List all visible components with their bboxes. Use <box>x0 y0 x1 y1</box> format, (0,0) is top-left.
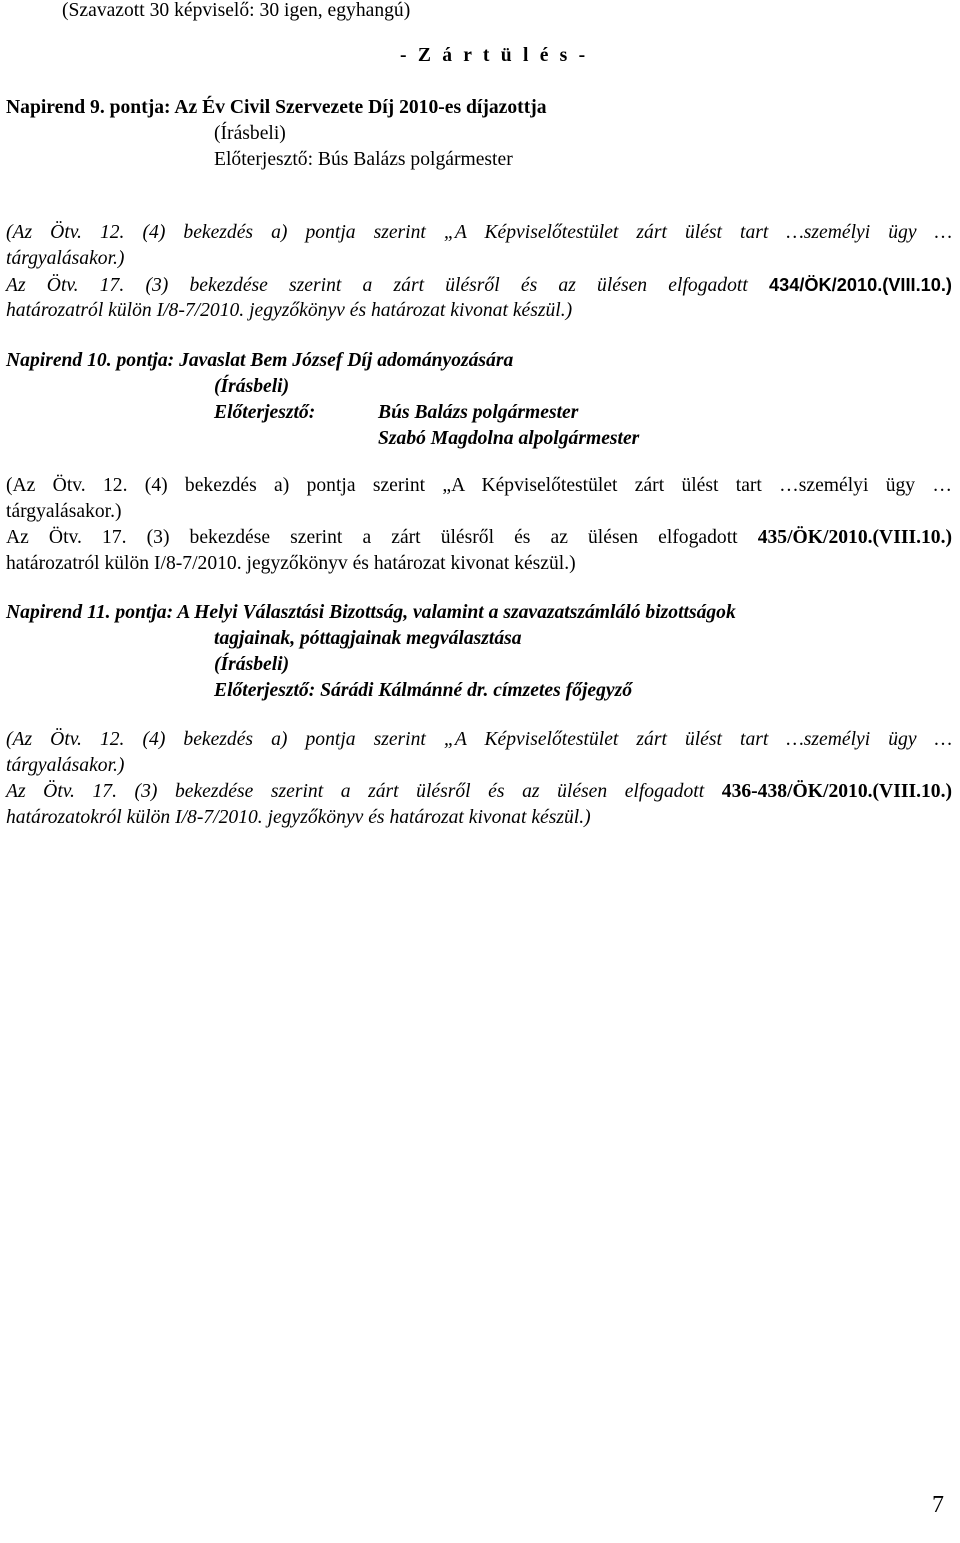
presenter-label: Előterjesztő: <box>214 402 316 423</box>
law-reference-line <box>6 779 952 805</box>
page-number: 7 <box>932 1492 944 1518</box>
presenter: Szabó Magdolna alpolgármester <box>378 428 640 449</box>
closed-session-heading: - Z á r t ü l é s - <box>400 45 589 66</box>
law-reference-line: tárgyalásakor.) <box>6 248 125 269</box>
law-reference-text: Az Ötv. 17. (3) bekezdése szerint a zárt ülésről és az ülésen elfogadott <box>6 781 705 802</box>
law-reference-text: Az Ötv. 17. (3) bekezdése szerint a zárt ülésről és az ülésen elfogadott <box>6 527 738 548</box>
written-note: (Írásbeli) <box>214 654 290 675</box>
written-note: (Írásbeli) <box>214 376 290 397</box>
law-reference-line: (Az Ötv. 12. (4) bekezdés a) pontja szerint „A Képviselőtestület zárt ülést tart …személyi ügy … <box>6 222 952 243</box>
presenter: Előterjesztő: Bús Balázs polgármester <box>214 149 513 170</box>
law-reference-text: Az Ötv. 17. (3) bekezdése szerint a zárt ülésről és az ülésen elfogadott <box>6 275 748 296</box>
law-reference-line: (Az Ötv. 12. (4) bekezdés a) pontja szerint „A Képviselőtestület zárt ülést tart …személyi ügy … <box>6 729 952 750</box>
law-reference-line <box>6 525 952 551</box>
agenda-item-heading: Napirend 10. pontja: Javaslat Bem József Díj adományozására <box>6 350 514 371</box>
law-reference-line <box>6 272 952 299</box>
law-reference-line: tárgyalásakor.) <box>6 501 122 522</box>
law-reference-line: tárgyalásakor.) <box>6 755 125 776</box>
presenter: Bús Balázs polgármester <box>378 402 579 423</box>
resolution-number: 434/ÖK/2010.(VIII.10.) <box>769 275 952 295</box>
law-reference-line: határozatról külön I/8-7/2010. jegyzőkönyv és határozat kivonat készül.) <box>6 553 576 574</box>
agenda-item-heading: Napirend 11. pontja: A Helyi Választási Bizottság, valamint a szavazatszámláló bizottságok <box>6 602 736 623</box>
resolution-number: 435/ÖK/2010.(VIII.10.) <box>757 527 952 548</box>
resolution-number: 436-438/ÖK/2010.(VIII.10.) <box>721 781 952 802</box>
agenda-item-heading: Napirend 9. pontja: Az Év Civil Szervezete Díj 2010-es díjazottja <box>6 97 547 118</box>
law-reference-line: határozatokról külön I/8-7/2010. jegyzőkönyv és határozat kivonat készül.) <box>6 807 591 828</box>
law-reference-line: határozatról külön I/8-7/2010. jegyzőkönyv és határozat kivonat készül.) <box>6 300 573 321</box>
agenda-item-heading-continued: tagjainak, póttagjainak megválasztása <box>214 628 522 649</box>
vote-summary: (Szavazott 30 képviselő: 30 igen, egyhangú) <box>62 0 411 21</box>
law-reference-line: (Az Ötv. 12. (4) bekezdés a) pontja szerint „A Képviselőtestület zárt ülést tart …személyi ügy … <box>6 475 952 496</box>
presenter: Előterjesztő: Sárádi Kálmánné dr. címzetes főjegyző <box>214 680 633 701</box>
written-note: (Írásbeli) <box>214 123 286 144</box>
